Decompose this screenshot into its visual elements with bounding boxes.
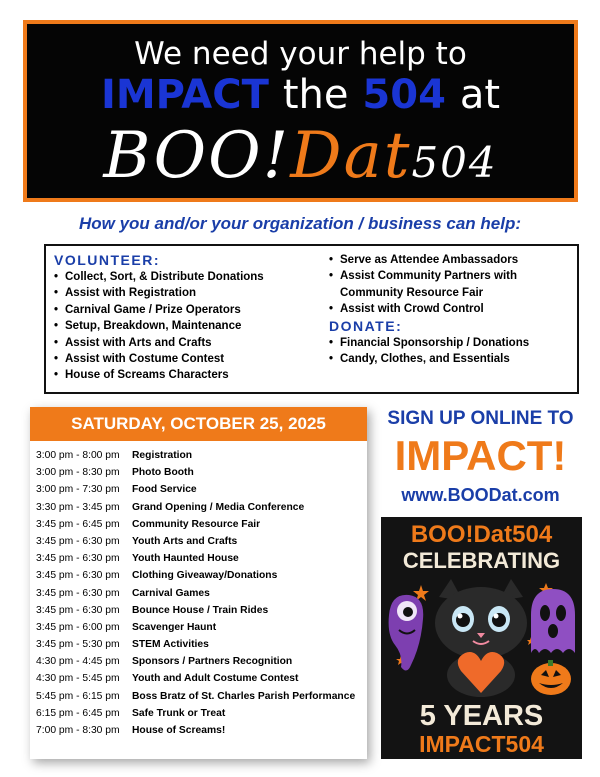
- schedule-event: Food Service: [132, 484, 197, 496]
- volunteer-column: [54, 252, 324, 384]
- schedule-row: [36, 705, 355, 722]
- banner-impact-line: [27, 72, 574, 118]
- at-word: at: [459, 72, 501, 118]
- schedule-row: [36, 533, 355, 550]
- schedule-event: Registration: [132, 450, 193, 461]
- schedule-time: 6:15 pm - 6:45 pm: [36, 707, 120, 719]
- schedule-time: 4:30 pm - 4:45 pm: [36, 656, 120, 668]
- logo-boo: BOO!: [103, 119, 291, 193]
- schedule-row: [36, 516, 355, 533]
- schedule-event: Sponsors / Partners Recognition: [132, 656, 293, 668]
- schedule-event: Scavenger Haunt: [132, 621, 217, 633]
- schedule-event: Photo Booth: [132, 467, 194, 479]
- schedule-event: House of Screams!: [132, 725, 226, 736]
- jack-o-lantern-icon: [531, 660, 571, 695]
- logo-dat: Dat: [290, 119, 412, 193]
- poster-years: 5 YEARS: [419, 700, 544, 732]
- list-item-continuation: Community Resource Fair: [340, 286, 484, 299]
- anniversary-poster: [381, 517, 582, 759]
- schedule-event: STEM Activities: [132, 639, 209, 651]
- logo-504: 504: [411, 138, 498, 187]
- schedule-row: [36, 447, 355, 464]
- schedule-time: 4:30 pm - 5:45 pm: [36, 673, 120, 685]
- schedule-time: 3:00 pm - 7:30 pm: [36, 484, 120, 496]
- schedule-event: Youth Arts and Crafts: [132, 535, 238, 547]
- schedule-time: 3:45 pm - 6:30 pm: [36, 587, 120, 599]
- schedule-row: [36, 585, 355, 602]
- poster-title: BOO!Dat504: [410, 521, 553, 548]
- donate-column: [329, 252, 577, 367]
- purple-ghost-icon: [531, 589, 575, 653]
- schedule-time: 3:45 pm - 6:30 pm: [36, 604, 120, 616]
- schedule-row: [36, 481, 355, 498]
- purple-monster-icon: [389, 595, 424, 671]
- schedule-row: [36, 567, 355, 584]
- schedule-event: Community Resource Fair: [132, 518, 261, 530]
- boodat-logo: [27, 119, 574, 193]
- impact-callout: IMPACT!: [394, 432, 567, 479]
- schedule-time: 7:00 pm - 8:30 pm: [36, 725, 120, 736]
- website-link[interactable]: www.BOODat.com: [401, 485, 560, 505]
- schedule-row: [36, 464, 355, 481]
- schedule-event: Youth Haunted House: [132, 553, 239, 565]
- list-item: • Serve as Attendee Ambassadors: [329, 252, 577, 268]
- schedule-row: [36, 670, 355, 687]
- schedule-time: 3:45 pm - 5:30 pm: [36, 639, 120, 651]
- donate-heading: DONATE:: [329, 317, 403, 334]
- header-banner: [23, 20, 578, 202]
- schedule-event: Clothing Giveaway/Donations: [132, 570, 278, 582]
- schedule-row: [36, 722, 355, 739]
- list-item: • Assist with Crowd Control: [329, 301, 577, 317]
- list-item: • House of Screams Characters: [54, 367, 324, 383]
- schedule-time: 3:30 pm - 3:45 pm: [36, 501, 120, 513]
- schedule-date: SATURDAY, OCTOBER 25, 2025: [30, 407, 367, 441]
- the-word: the: [282, 72, 349, 118]
- schedule-time: 5:45 pm - 6:15 pm: [36, 690, 120, 702]
- schedule-time: 3:00 pm - 8:00 pm: [36, 450, 120, 461]
- number-504: 504: [362, 72, 446, 118]
- schedule-event: Grand Opening / Media Conference: [132, 501, 305, 513]
- schedule-card: [30, 407, 367, 759]
- poster-impact: IMPACT504: [419, 731, 544, 757]
- schedule-time: 3:45 pm - 6:30 pm: [36, 570, 120, 582]
- schedule-event: Safe Trunk or Treat: [132, 707, 226, 719]
- schedule-time: 3:45 pm - 6:45 pm: [36, 518, 120, 530]
- schedule-event: Youth and Adult Costume Contest: [132, 673, 299, 685]
- help-box: [44, 244, 579, 394]
- volunteer-heading: VOLUNTEER:: [54, 252, 160, 268]
- list-item: • Assist with Registration: [54, 285, 324, 301]
- schedule-list: [36, 447, 355, 739]
- poster-illustration: [381, 575, 582, 700]
- poster-celebrating: CELEBRATING: [402, 548, 561, 573]
- schedule-row: [36, 636, 355, 653]
- list-item: • Carnival Game / Prize Operators: [54, 302, 324, 318]
- schedule-row: [36, 499, 355, 516]
- list-item: • Candy, Clothes, and Essentials: [329, 351, 577, 367]
- list-item: • Collect, Sort, & Distribute Donations: [54, 269, 324, 285]
- list-item: • Setup, Breakdown, Maintenance: [54, 318, 324, 334]
- list-item: • Financial Sponsorship / Donations: [329, 335, 577, 351]
- schedule-row: [36, 688, 355, 705]
- schedule-row: [36, 653, 355, 670]
- schedule-time: 3:45 pm - 6:00 pm: [36, 621, 120, 633]
- schedule-event: Bounce House / Train Rides: [132, 604, 269, 616]
- schedule-event: Boss Bratz of St. Charles Parish Performance: [132, 690, 356, 702]
- schedule-row: [36, 619, 355, 636]
- list-item: • Assist with Arts and Crafts: [54, 335, 324, 351]
- banner-tagline: We need your help to: [134, 36, 467, 72]
- signup-heading: SIGN UP ONLINE TO: [387, 408, 574, 429]
- impact-word: IMPACT: [100, 72, 269, 118]
- how-to-help-subtitle: How you and/or your organization / business can help:: [78, 214, 522, 233]
- schedule-time: 3:45 pm - 6:30 pm: [36, 553, 120, 565]
- schedule-event: Carnival Games: [132, 587, 210, 599]
- schedule-row: [36, 602, 355, 619]
- schedule-time: 3:00 pm - 8:30 pm: [36, 467, 120, 479]
- schedule-row: [36, 550, 355, 567]
- schedule-time: 3:45 pm - 6:30 pm: [36, 535, 120, 547]
- list-item: • Assist Community Partners with: [329, 268, 577, 284]
- list-item: • Assist with Costume Contest: [54, 351, 324, 367]
